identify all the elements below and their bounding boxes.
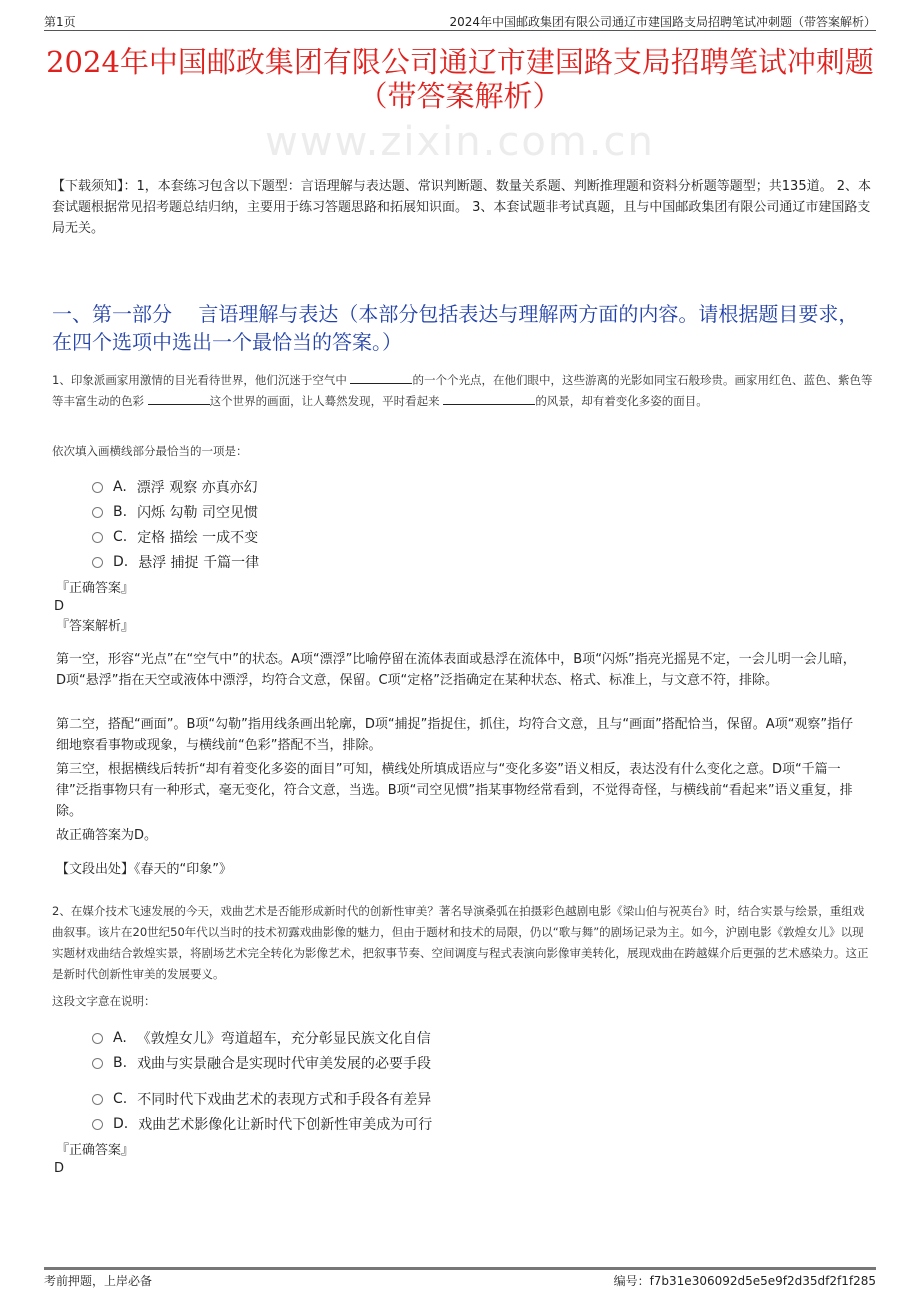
q1-option-a[interactable]: A. 漂浮 观察 亦真亦幻 [92,477,258,497]
q1-answer: D [54,599,65,614]
radio-icon[interactable] [92,1058,103,1069]
download-notice: 【下载须知】：1，本套练习包含以下题型：言语理解与表达题、常识判断题、数量关系题、判断推理题和资料分析题等题型；共135道。 2、本套试题根据常见招考题总结归纳，主要用于练习答题思路和拓展知识面。 3、本套试题非考试真题，且与中国邮政集团有限公司通辽市建国路支局无关。 [52,179,871,236]
radio-icon[interactable] [92,1119,103,1130]
q1-answer-label: 『正确答案』 [56,581,135,596]
q1-option-b[interactable]: B. 闪烁 勾勒 司空见惯 [92,502,258,522]
q2-option-a[interactable]: A. 《敦煌女儿》弯道超车，充分彰显民族文化自信 [92,1028,431,1048]
question-2-text: 2、在媒介技术飞速发展的今天，戏曲艺术是否能形成新时代的创新性审美？著名导演桑弧在拍摄彩色越剧电影《梁山伯与祝英台》时，结合实景与绘景，重组戏曲叙事。该片在20世纪50年代以当时的技术初露戏曲影像的魅力，但由于题材和技术的局限，仍以“歌与舞”的剧场记录为主。如今，沪剧电影《敦煌女儿》以现实题材戏曲结合敦煌实景，将剧场艺术完全转化为影像艺术，把叙事节奏、空间调度与程式表演向影像审美转化，展现戏曲在跨越媒介后更强的艺术感染力。这正是新时代创新性审美的发展要义。 [52,904,869,981]
q2-option-b[interactable]: B. 戏曲与实景融合是实现时代审美发展的必要手段 [92,1053,431,1073]
radio-icon[interactable] [92,557,103,568]
q1-source: 【文段出处】《春天的“印象”》 [56,862,232,877]
q2-option-c[interactable]: C. 不同时代下戏曲艺术的表现方式和手段各有差异 [92,1089,431,1109]
q1-option-c[interactable]: C. 定格 描绘 一成不变 [92,527,258,547]
document-id: 编号：f7b31e306092d5e5e9f2d35df2f1f285 [613,1274,876,1288]
radio-icon[interactable] [92,532,103,543]
analysis-paragraph: 第一空，形容“光点”在“空气中”的状态。A项“漂浮”比喻停留在流体表面或悬浮在流体中，B项“闪烁”指亮光摇晃不定，一会儿明一会儿暗，D项“悬浮”指在天空或液体中漂浮，均符合文意，保留。C项“定格”泛指确定在某种状态、格式、标准上，与文意不符，排除。 [56,652,856,688]
question-1-prompt: 依次填入画横线部分最恰当的一项是： [52,444,248,458]
analysis-conclusion: 故正确答案为D。 [56,828,158,843]
radio-icon[interactable] [92,1094,103,1105]
q2-option-d[interactable]: D. 戏曲艺术影像化让新时代下创新性审美成为可行 [92,1114,432,1134]
footer-rule [44,1267,876,1270]
header-title: 2024年中国邮政集团有限公司通辽市建国路支局招聘笔试冲刺题（带答案解析） [449,15,876,29]
watermark: www.zixin.com.cn [265,119,655,165]
question-1-text: 1、印象派画家用激情的目光看待世界，他们沉迷于空气中 的一个个光点，在他们眼中，这些游离的光影如同宝石般珍贵。画家用红色、蓝色、紫色等等丰富生动的色彩 这个世界的画面，让人蓦然发现，平时看起来 的风景，却有着变化多姿的面目。 [52,373,873,408]
document-title: 2024年中国邮政集团有限公司通辽市建国路支局招聘笔试冲刺题（带答案解析） [46,45,874,113]
analysis-paragraph: 第三空，根据横线后转折“却有着变化多姿的面目”可知，横线处所填成语应与“变化多姿”语义相反，表达没有什么变化之意。D项“千篇一律”泛指事物只有一种形式，毫无变化，符合文意，当选。B项“司空见惯”指某事物经常看到，不觉得奇怪，与横线前“看起来”语义重复，排除。 [56,762,853,819]
analysis-paragraph: 第二空，搭配“画面”。B项“勾勒”指用线条画出轮廓，D项“捕捉”指捉住，抓住，均符合文意，且与“画面”搭配恰当，保留。A项“观察”指仔细地察看事物或现象，与横线前“色彩”搭配不当，排除。 [56,717,854,753]
q2-answer-label: 『正确答案』 [56,1143,135,1158]
q2-answer: D [54,1161,65,1176]
footer-slogan: 考前押题，上岸必备 [44,1274,153,1288]
header-rule [44,30,876,31]
q1-analysis-label: 『答案解析』 [56,619,135,634]
section-heading: 一、第一部分 言语理解与表达（本部分包括表达与理解两方面的内容。请根据题目要求，在四个选项中选出一个最恰当的答案。） [52,302,859,354]
radio-icon[interactable] [92,482,103,493]
radio-icon[interactable] [92,1033,103,1044]
q1-option-d[interactable]: D. 悬浮 捕捉 千篇一律 [92,552,259,572]
radio-icon[interactable] [92,507,103,518]
question-2-prompt: 这段文字意在说明： [52,994,156,1008]
page-number: 第1页 [44,15,76,29]
